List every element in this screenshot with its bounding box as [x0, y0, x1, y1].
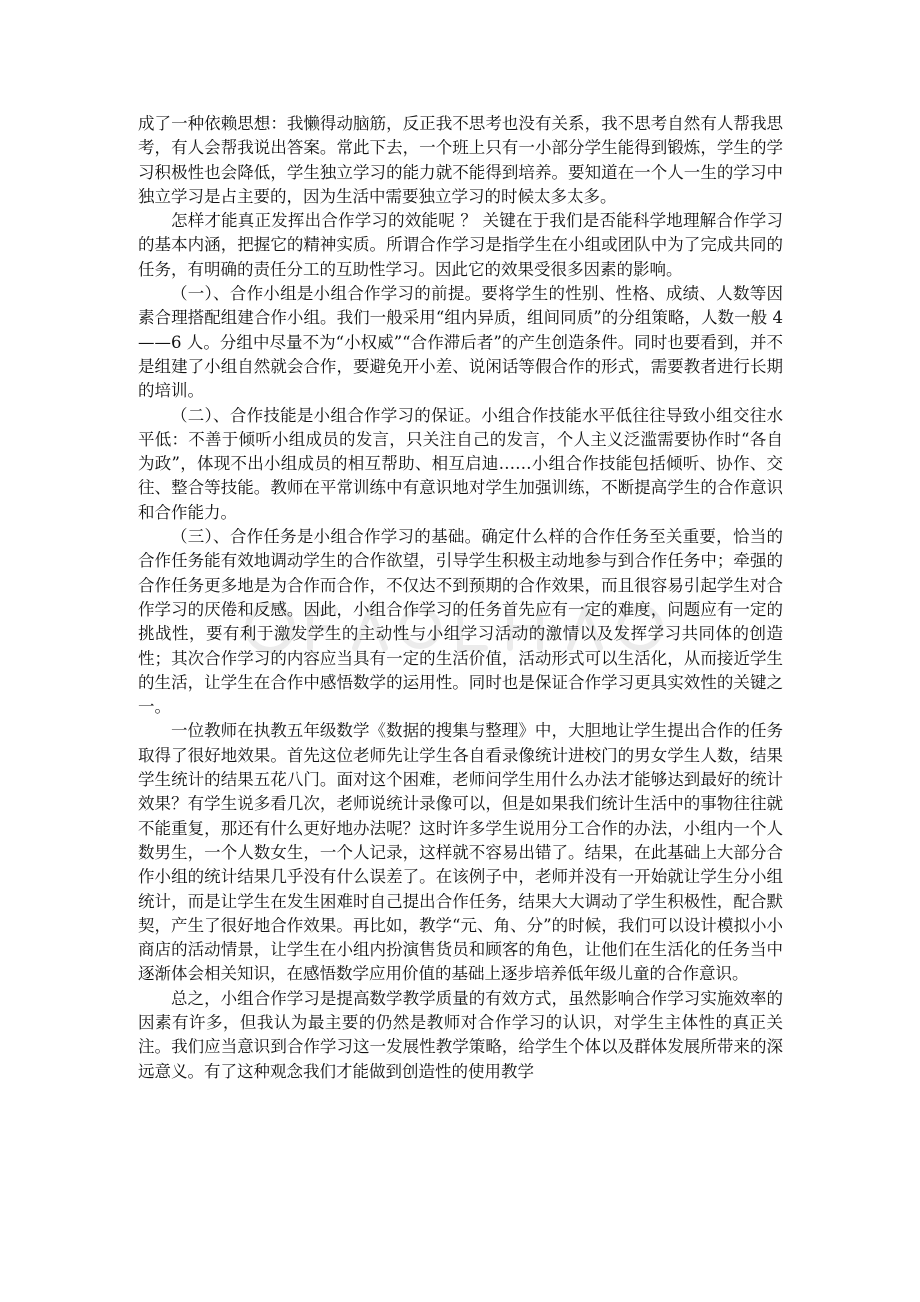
- paragraph-point-three: （三）、合作任务是小组合作学习的基础。确定什么样的合作任务至关重要，恰当的合作任务能有效地调动学生的合作欲望，引导学生积极主动地参与到合作任务中；牵强的合作任务更多地是为合作而合作，不仅达不到预期的合作效果，而且很容易引起学生对合作学习的厌倦和反感。因此，小组合作学习的任务首先应有一定的难度，问题应有一定的挑战性，要有利于激发学生的主动性与小组学习活动的激情以及发挥学习共同体的创造性；其次合作学习的内容应当具有一定的生活价值，活动形式可以生活化，从而接近学生的生活，让学生在合作中感悟数学的运用性。同时也是保证合作学习更具实效性的关键之一。: [138, 527, 783, 717]
- paragraph-point-two: （二）、合作技能是小组合作学习的保证。小组合作技能水平低往往导致小组交往水平低：不善于倾听小组成员的发言，只关注自己的发言，个人主义泛滥需要协作时“各自为政”，体现不出小组成员的相互帮助、相互启迪……小组合作技能包括倾听、协作、交往、整合等技能。教师在平常训练中有意识地对学生加强训练，不断提高学生的合作意识和合作能力。: [138, 405, 783, 522]
- paragraph-conclusion: 总之，小组合作学习是提高数学教学质量的有效方式，虽然影响合作学习实施效率的因素有许多，但我认为最主要的仍然是教师对合作学习的认识，对学生主体性的真正关注。我们应当意识到合作学习这一发展性教学策略，给学生个体以及群体发展所带来的深远意义。有了这种观念我们才能做到创造性的使用教学: [138, 988, 783, 1081]
- paragraph-point-one: （一）、合作小组是小组合作学习的前提。要将学生的性别、性格、成绩、人数等因素合理搭配组建合作小组。我们一般采用“组内异质，组间同质”的分组策略，人数一般 4——6 人。分组中尽量不为“小权威”“合作滞后者”的产生创造条件。同时也要看到，并不是组建了小组自然就会合作，要避免开小差、说闲话等假合作的形式，需要教者进行长期的培训。: [138, 284, 783, 401]
- paragraph-example: 一位教师在执教五年级数学《数据的搜集与整理》中，大胆地让学生提出合作的任务取得了很好地效果。首先这位老师先让学生各自看录像统计进校门的男女学生人数，结果学生统计的结果五花八门。面对这个困难，老师问学生用什么办法才能够达到最好的统计效果？有学生说多看几次，老师说统计录像可以，但是如果我们统计生活中的事物往往就不能重复，那还有什么更好地办法呢？这时许多学生说用分工合作的办法，小组内一个人数男生，一个人数女生，一个人记录，这样就不容易出错了。结果，在此基础上大部分合作小组的统计结果几乎没有什么误差了。在该例子中，老师并没有一开始就让学生分小组统计，而是让学生在发生困难时自己提出合作任务，结果大大调动了学生积极性，配合默契，产生了很好地合作效果。再比如，教学“元、角、分”的时候，我们可以设计模拟小小商店的活动情景，让学生在小组内扮演售货员和顾客的角色，让他们在生活化的任务当中逐渐体会相关知识，在感悟数学应用价值的基础上逐步培养低年级儿童的合作意识。: [138, 721, 783, 984]
- document-body: [138, 112, 783, 1084]
- paragraph-continuation: 成了一种依赖思想：我懒得动脑筋，反正我不思考也没有关系，我不思考自然有人帮我思考，有人会帮我说出答案。常此下去，一个班上只有一小部分学生能得到锻炼，学生的学习积极性也会降低，学生独立学习的能力就不能得到培养。要知道在一个人一生的学习中独立学习是占主要的，因为生活中需要独立学习的时候太多太多。: [138, 114, 783, 206]
- paragraph-question: 怎样才能真正发挥出合作学习的效能呢 ？ 关键在于我们是否能科学地理解合作学习的基本内涵，把握它的精神实质。所谓合作学习是指学生在小组或团队中为了完成共同的任务，有明确的责任分工的互助性学习。因此它的效果受很多因素的影响。: [138, 211, 783, 279]
